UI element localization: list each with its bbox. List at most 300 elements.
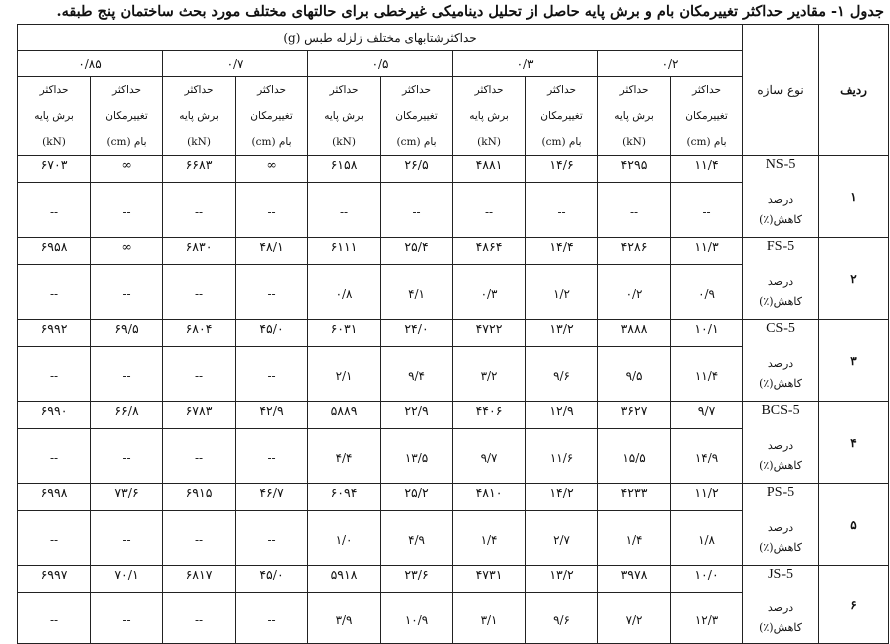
value-cell bbox=[598, 402, 671, 429]
cell-value: ۶۶۸۳ bbox=[185, 157, 213, 172]
table-row bbox=[18, 566, 889, 593]
percent-cell bbox=[671, 265, 743, 320]
percent-cell bbox=[163, 593, 236, 644]
percent-value: ۱۰/۹ bbox=[404, 613, 429, 627]
table-row-percent bbox=[18, 429, 889, 484]
percent-value: ۱/۴ bbox=[480, 533, 498, 547]
cell-value: ۳۹۷۸ bbox=[620, 567, 648, 582]
value-cell bbox=[381, 402, 453, 429]
cell-value: ۴۷۲۲ bbox=[475, 321, 503, 336]
header-max-roof-displacement bbox=[526, 77, 598, 156]
value-cell bbox=[526, 484, 598, 511]
percent-cell bbox=[453, 593, 526, 644]
cell-value: ۱۰/۰ bbox=[694, 567, 719, 582]
cell-value: ۴۸۶۴ bbox=[475, 239, 503, 254]
percent-cell bbox=[163, 265, 236, 320]
cell-value: ۱۱/۲ bbox=[694, 485, 719, 500]
value-cell bbox=[381, 566, 453, 593]
value-cell bbox=[671, 402, 743, 429]
percent-cell bbox=[163, 183, 236, 238]
cell-value: ∞ bbox=[121, 157, 132, 172]
percent-cell bbox=[671, 429, 743, 484]
header-label-line: بام (cm) bbox=[396, 136, 437, 148]
percent-label: کاهش(٪) bbox=[759, 458, 802, 472]
structure-type-cell bbox=[743, 566, 819, 593]
percent-label-cell bbox=[743, 265, 819, 320]
cell-value: ۴۸۸۱ bbox=[475, 157, 503, 172]
header-max-roof-displacement bbox=[91, 77, 163, 156]
header-label-line: (kN) bbox=[332, 136, 356, 148]
cell-value: ۶۹۱۵ bbox=[185, 485, 213, 500]
percent-label-cell bbox=[743, 183, 819, 238]
value-cell bbox=[18, 238, 91, 265]
value-cell bbox=[308, 566, 381, 593]
header-max-roof-displacement bbox=[236, 77, 308, 156]
percent-cell bbox=[236, 511, 308, 566]
percent-value: -- bbox=[412, 205, 421, 219]
value-cell bbox=[453, 238, 526, 265]
value-cell bbox=[236, 156, 308, 183]
cell-value: ∞ bbox=[266, 157, 277, 172]
header-radif: ردیف bbox=[819, 25, 889, 156]
table-caption: جدول ۱- مقادیر حداکثر تغییرمکان بام و برش پایه حاصل از تحلیل دینامیکی غیرخطی برای حالتهای مختلف مورد بحث ساختمان پنج طبقه. bbox=[56, 3, 884, 20]
percent-label: درصد bbox=[767, 356, 794, 370]
percent-value: -- bbox=[339, 205, 349, 219]
cell-value: ۶۹۹۷ bbox=[40, 567, 68, 582]
header-label-line: حداکثر bbox=[692, 84, 721, 96]
percent-label: درصد bbox=[767, 192, 794, 206]
percent-label-cell bbox=[743, 347, 819, 402]
header-label-line: برش پایه bbox=[469, 110, 509, 122]
cell-value: ۶۹۵۸ bbox=[40, 239, 68, 254]
value-cell bbox=[526, 156, 598, 183]
percent-cell bbox=[671, 511, 743, 566]
percent-cell bbox=[236, 183, 308, 238]
percent-value: -- bbox=[194, 451, 204, 465]
value-cell bbox=[308, 238, 381, 265]
value-cell bbox=[18, 156, 91, 183]
percent-cell bbox=[236, 265, 308, 320]
percent-cell bbox=[308, 511, 381, 566]
percent-cell bbox=[453, 511, 526, 566]
value-cell bbox=[598, 320, 671, 347]
percent-cell bbox=[91, 347, 163, 402]
cell-value: ۶۱۵۸ bbox=[330, 157, 358, 172]
cell-value: ۶۱۱۱ bbox=[330, 239, 358, 254]
percent-cell bbox=[236, 593, 308, 644]
structure-type: 5-CS bbox=[766, 321, 795, 337]
value-cell bbox=[671, 156, 743, 183]
percent-cell bbox=[18, 511, 91, 566]
percent-cell bbox=[526, 429, 598, 484]
percent-label: درصد bbox=[767, 274, 794, 288]
value-cell bbox=[671, 566, 743, 593]
percent-cell bbox=[91, 593, 163, 644]
percent-cell bbox=[526, 511, 598, 566]
percent-cell bbox=[163, 429, 236, 484]
percent-value: ۲/۷ bbox=[553, 533, 570, 547]
table-row-percent bbox=[18, 183, 889, 238]
percent-label-cell bbox=[743, 429, 819, 484]
percent-cell bbox=[598, 429, 671, 484]
cell-value: ۶۹/۵ bbox=[114, 321, 139, 336]
percent-value: -- bbox=[194, 613, 204, 627]
value-cell bbox=[91, 238, 163, 265]
cell-value: ۲۴/۰ bbox=[404, 321, 429, 336]
percent-value: -- bbox=[122, 451, 131, 465]
value-cell bbox=[91, 484, 163, 511]
percent-value: -- bbox=[49, 369, 59, 383]
percent-label: کاهش(٪) bbox=[759, 212, 802, 226]
percent-value: ۷/۲ bbox=[625, 613, 643, 627]
percent-value: -- bbox=[267, 205, 276, 219]
row-number: ۶ bbox=[819, 566, 889, 644]
header-max-roof-displacement bbox=[671, 77, 743, 156]
percent-cell bbox=[598, 511, 671, 566]
percent-cell bbox=[18, 183, 91, 238]
cell-value: ۶۹۹۰ bbox=[40, 403, 68, 418]
cell-value: ۴۵/۰ bbox=[259, 321, 284, 336]
percent-value: -- bbox=[49, 205, 59, 219]
value-cell bbox=[18, 402, 91, 429]
percent-value: -- bbox=[557, 205, 566, 219]
value-cell bbox=[18, 566, 91, 593]
percent-cell bbox=[526, 183, 598, 238]
percent-value: ۳/۱ bbox=[480, 613, 498, 627]
structure-type: 5-NS bbox=[765, 157, 796, 173]
percent-value: -- bbox=[49, 533, 59, 547]
cell-value: ۱۴/۴ bbox=[549, 239, 574, 254]
percent-value: -- bbox=[194, 533, 204, 547]
value-cell bbox=[381, 484, 453, 511]
percent-value: -- bbox=[629, 205, 639, 219]
header-label-line: برش پایه bbox=[179, 110, 219, 122]
header-label-line: حداکثر bbox=[329, 84, 359, 96]
cell-value: ۴۸۱۰ bbox=[475, 485, 503, 500]
header-max-base-shear bbox=[453, 77, 526, 156]
percent-value: -- bbox=[702, 205, 711, 219]
value-cell bbox=[453, 566, 526, 593]
header-label-line: حداکثر bbox=[402, 84, 431, 96]
percent-cell bbox=[91, 429, 163, 484]
cell-value: ۱۲/۹ bbox=[549, 403, 574, 418]
cell-value: ۶۷۸۳ bbox=[185, 403, 213, 418]
structure-type: 5-PS bbox=[766, 485, 795, 501]
percent-cell bbox=[381, 265, 453, 320]
header-max-base-shear bbox=[18, 77, 91, 156]
percent-cell bbox=[163, 347, 236, 402]
value-cell bbox=[236, 238, 308, 265]
percent-value: ۱۴/۹ bbox=[694, 451, 719, 465]
header-label-line: تغییرمکان bbox=[395, 110, 438, 122]
cell-value: ۱۰/۱ bbox=[694, 321, 719, 336]
header-label-line: حداکثر bbox=[619, 84, 649, 96]
percent-value: ۱۱/۴ bbox=[694, 369, 719, 383]
header-label-line: بام (cm) bbox=[106, 136, 147, 148]
value-cell bbox=[526, 402, 598, 429]
percent-cell bbox=[18, 593, 91, 644]
value-cell bbox=[236, 566, 308, 593]
percent-value: -- bbox=[194, 205, 204, 219]
header-label-line: تغییرمکان bbox=[685, 110, 728, 122]
percent-cell bbox=[236, 347, 308, 402]
percent-cell bbox=[381, 347, 453, 402]
header-label-line: تغییرمکان bbox=[540, 110, 583, 122]
value-cell bbox=[381, 320, 453, 347]
header-label-line: برش پایه bbox=[614, 110, 654, 122]
percent-cell bbox=[381, 511, 453, 566]
header-label-line: (kN) bbox=[622, 136, 646, 148]
percent-value: ۹/۷ bbox=[480, 451, 498, 465]
cell-value: ۴۲/۹ bbox=[259, 403, 284, 418]
percent-cell bbox=[453, 183, 526, 238]
percent-value: ۹/۶ bbox=[553, 369, 570, 383]
value-cell bbox=[91, 402, 163, 429]
percent-value: -- bbox=[122, 613, 131, 627]
percent-cell bbox=[598, 265, 671, 320]
cell-value: ۷۳/۶ bbox=[114, 485, 139, 500]
value-cell bbox=[526, 238, 598, 265]
cell-value: ۴۲۹۵ bbox=[620, 157, 648, 172]
percent-value: ۹/۴ bbox=[408, 369, 425, 383]
percent-value: ۱/۸ bbox=[698, 533, 715, 547]
percent-cell bbox=[598, 593, 671, 644]
percent-value: ۴/۴ bbox=[335, 451, 353, 465]
table-row bbox=[18, 402, 889, 429]
table-row bbox=[18, 156, 889, 183]
cell-value: ۲۵/۴ bbox=[404, 239, 429, 254]
header-label-line: (kN) bbox=[42, 136, 66, 148]
percent-cell bbox=[381, 593, 453, 644]
percent-value: -- bbox=[194, 369, 204, 383]
percent-value: -- bbox=[122, 369, 131, 383]
header-label-line: حداکثر bbox=[184, 84, 214, 96]
cell-value: ۳۶۲۷ bbox=[620, 403, 648, 418]
percent-value: ۰/۳ bbox=[480, 287, 498, 301]
percent-label-cell bbox=[743, 511, 819, 566]
value-cell bbox=[18, 320, 91, 347]
percent-value: ۱/۲ bbox=[553, 287, 570, 301]
cell-value: ۶۸۰۴ bbox=[185, 321, 213, 336]
header-pga: ۰/۷ bbox=[163, 51, 308, 77]
value-cell bbox=[381, 156, 453, 183]
percent-value: ۳/۲ bbox=[480, 369, 498, 383]
percent-value: ۱۳/۵ bbox=[404, 451, 429, 465]
structure-type: 5-JS bbox=[768, 567, 793, 583]
header-pga: ۰/۸۵ bbox=[18, 51, 163, 77]
row-number: ۲ bbox=[819, 238, 889, 320]
row-number: ۴ bbox=[819, 402, 889, 484]
cell-value: ۶۰۳۱ bbox=[330, 321, 358, 336]
header-label-line: (kN) bbox=[187, 136, 211, 148]
cell-value: ۲۳/۶ bbox=[404, 567, 429, 582]
value-cell bbox=[598, 156, 671, 183]
row-number: ۵ bbox=[819, 484, 889, 566]
percent-cell bbox=[308, 347, 381, 402]
structure-type-cell bbox=[743, 484, 819, 511]
value-cell bbox=[308, 484, 381, 511]
header-max-base-shear bbox=[163, 77, 236, 156]
header-label-line: بام (cm) bbox=[251, 136, 292, 148]
header-pga-group: حداکثرشتابهای مختلف زلزله طبس (g) bbox=[18, 25, 743, 51]
percent-cell bbox=[18, 347, 91, 402]
value-cell bbox=[236, 320, 308, 347]
percent-label: درصد bbox=[767, 438, 794, 452]
header-structure-type: نوع سازه bbox=[743, 25, 819, 156]
value-cell bbox=[598, 484, 671, 511]
table-row-percent bbox=[18, 265, 889, 320]
percent-cell bbox=[671, 593, 743, 644]
percent-value: -- bbox=[267, 451, 276, 465]
value-cell bbox=[163, 156, 236, 183]
percent-value: -- bbox=[122, 287, 131, 301]
percent-label-cell bbox=[743, 593, 819, 644]
header-label-line: تغییرمکان bbox=[250, 110, 293, 122]
cell-value: ۷۰/۱ bbox=[114, 567, 139, 582]
percent-cell bbox=[453, 347, 526, 402]
value-cell bbox=[308, 156, 381, 183]
cell-value: ۶۶/۸ bbox=[114, 403, 139, 418]
cell-value: ۱۱/۳ bbox=[694, 239, 719, 254]
header-label-line: حداکثر bbox=[112, 84, 141, 96]
percent-cell bbox=[381, 429, 453, 484]
percent-value: ۱۵/۵ bbox=[622, 451, 646, 465]
percent-label: کاهش(٪) bbox=[759, 376, 802, 390]
value-cell bbox=[453, 484, 526, 511]
header-pga: ۰/۲ bbox=[598, 51, 743, 77]
percent-cell bbox=[598, 183, 671, 238]
header-label-line: حداکثر bbox=[39, 84, 69, 96]
percent-value: ۰/۸ bbox=[335, 287, 353, 301]
percent-cell bbox=[671, 347, 743, 402]
header-pga: ۰/۳ bbox=[453, 51, 598, 77]
percent-label: درصد bbox=[767, 600, 794, 614]
value-cell bbox=[598, 238, 671, 265]
percent-cell bbox=[453, 429, 526, 484]
cell-value: ۶۹۹۸ bbox=[40, 485, 68, 500]
value-cell bbox=[453, 320, 526, 347]
percent-value: -- bbox=[267, 287, 276, 301]
percent-cell bbox=[91, 183, 163, 238]
value-cell bbox=[381, 238, 453, 265]
header-pga: ۰/۵ bbox=[308, 51, 453, 77]
percent-cell bbox=[91, 511, 163, 566]
header-label-line: حداکثر bbox=[547, 84, 576, 96]
cell-value: ۶۸۱۷ bbox=[185, 567, 213, 582]
structure-type-cell bbox=[743, 238, 819, 265]
percent-cell bbox=[526, 347, 598, 402]
percent-value: -- bbox=[122, 533, 131, 547]
percent-cell bbox=[18, 265, 91, 320]
percent-cell bbox=[381, 183, 453, 238]
percent-value: -- bbox=[194, 287, 204, 301]
value-cell bbox=[236, 484, 308, 511]
table-row bbox=[18, 484, 889, 511]
value-cell bbox=[671, 238, 743, 265]
percent-value: ۰/۹ bbox=[698, 287, 715, 301]
structure-type-cell bbox=[743, 156, 819, 183]
table-row bbox=[18, 320, 889, 347]
cell-value: ۴۵/۰ bbox=[259, 567, 284, 582]
value-cell bbox=[526, 320, 598, 347]
percent-cell bbox=[91, 265, 163, 320]
results-table bbox=[17, 24, 889, 644]
percent-cell bbox=[236, 429, 308, 484]
value-cell bbox=[308, 320, 381, 347]
cell-value: ∞ bbox=[121, 239, 132, 254]
cell-value: ۹/۷ bbox=[697, 403, 716, 418]
percent-label: کاهش(٪) bbox=[759, 294, 802, 308]
table-row bbox=[18, 238, 889, 265]
value-cell bbox=[163, 238, 236, 265]
value-cell bbox=[163, 484, 236, 511]
header-label-line: حداکثر bbox=[474, 84, 504, 96]
value-cell bbox=[671, 320, 743, 347]
value-cell bbox=[453, 402, 526, 429]
percent-value: -- bbox=[49, 287, 59, 301]
header-label-line: حداکثر bbox=[257, 84, 286, 96]
value-cell bbox=[91, 566, 163, 593]
value-cell bbox=[308, 402, 381, 429]
percent-value: ۳/۹ bbox=[335, 613, 353, 627]
value-cell bbox=[91, 320, 163, 347]
table-row-percent bbox=[18, 347, 889, 402]
cell-value: ۲۵/۲ bbox=[404, 485, 429, 500]
percent-value: ۴/۱ bbox=[408, 287, 425, 301]
percent-value: ۰/۲ bbox=[625, 287, 643, 301]
header-label-line: (kN) bbox=[477, 136, 501, 148]
percent-cell bbox=[308, 429, 381, 484]
header-label-line: بام (cm) bbox=[686, 136, 727, 148]
percent-label: کاهش(٪) bbox=[759, 620, 802, 634]
value-cell bbox=[598, 566, 671, 593]
cell-value: ۱۱/۴ bbox=[694, 157, 719, 172]
percent-value: -- bbox=[122, 205, 131, 219]
percent-value: -- bbox=[484, 205, 494, 219]
percent-value: ۱۱/۶ bbox=[549, 451, 574, 465]
table-row-percent bbox=[18, 511, 889, 566]
cell-value: ۴۷۳۱ bbox=[475, 567, 503, 582]
structure-type: 5-FS bbox=[766, 239, 795, 255]
value-cell bbox=[163, 566, 236, 593]
structure-type: 5-BCS bbox=[761, 403, 800, 419]
percent-value: ۱/۴ bbox=[625, 533, 643, 547]
row-number: ۱ bbox=[819, 156, 889, 238]
cell-value: ۶۷۰۳ bbox=[40, 157, 68, 172]
percent-value: -- bbox=[267, 533, 276, 547]
header-label-line: برش پایه bbox=[324, 110, 364, 122]
percent-cell bbox=[308, 183, 381, 238]
cell-value: ۱۳/۲ bbox=[549, 321, 574, 336]
header-max-base-shear bbox=[308, 77, 381, 156]
cell-value: ۴۲۳۳ bbox=[620, 485, 648, 500]
value-cell bbox=[526, 566, 598, 593]
cell-value: ۴۸/۱ bbox=[259, 239, 284, 254]
cell-value: ۴۲۸۶ bbox=[620, 239, 648, 254]
percent-cell bbox=[598, 347, 671, 402]
table-row-percent bbox=[18, 593, 889, 644]
cell-value: ۱۳/۲ bbox=[549, 567, 574, 582]
percent-value: -- bbox=[267, 369, 276, 383]
row-number: ۳ bbox=[819, 320, 889, 402]
percent-value: ۹/۶ bbox=[553, 613, 570, 627]
header-max-base-shear bbox=[598, 77, 671, 156]
cell-value: ۵۹۱۸ bbox=[330, 567, 358, 582]
cell-value: ۴۴۰۶ bbox=[475, 403, 503, 418]
structure-type-cell bbox=[743, 320, 819, 347]
value-cell bbox=[163, 402, 236, 429]
value-cell bbox=[163, 320, 236, 347]
